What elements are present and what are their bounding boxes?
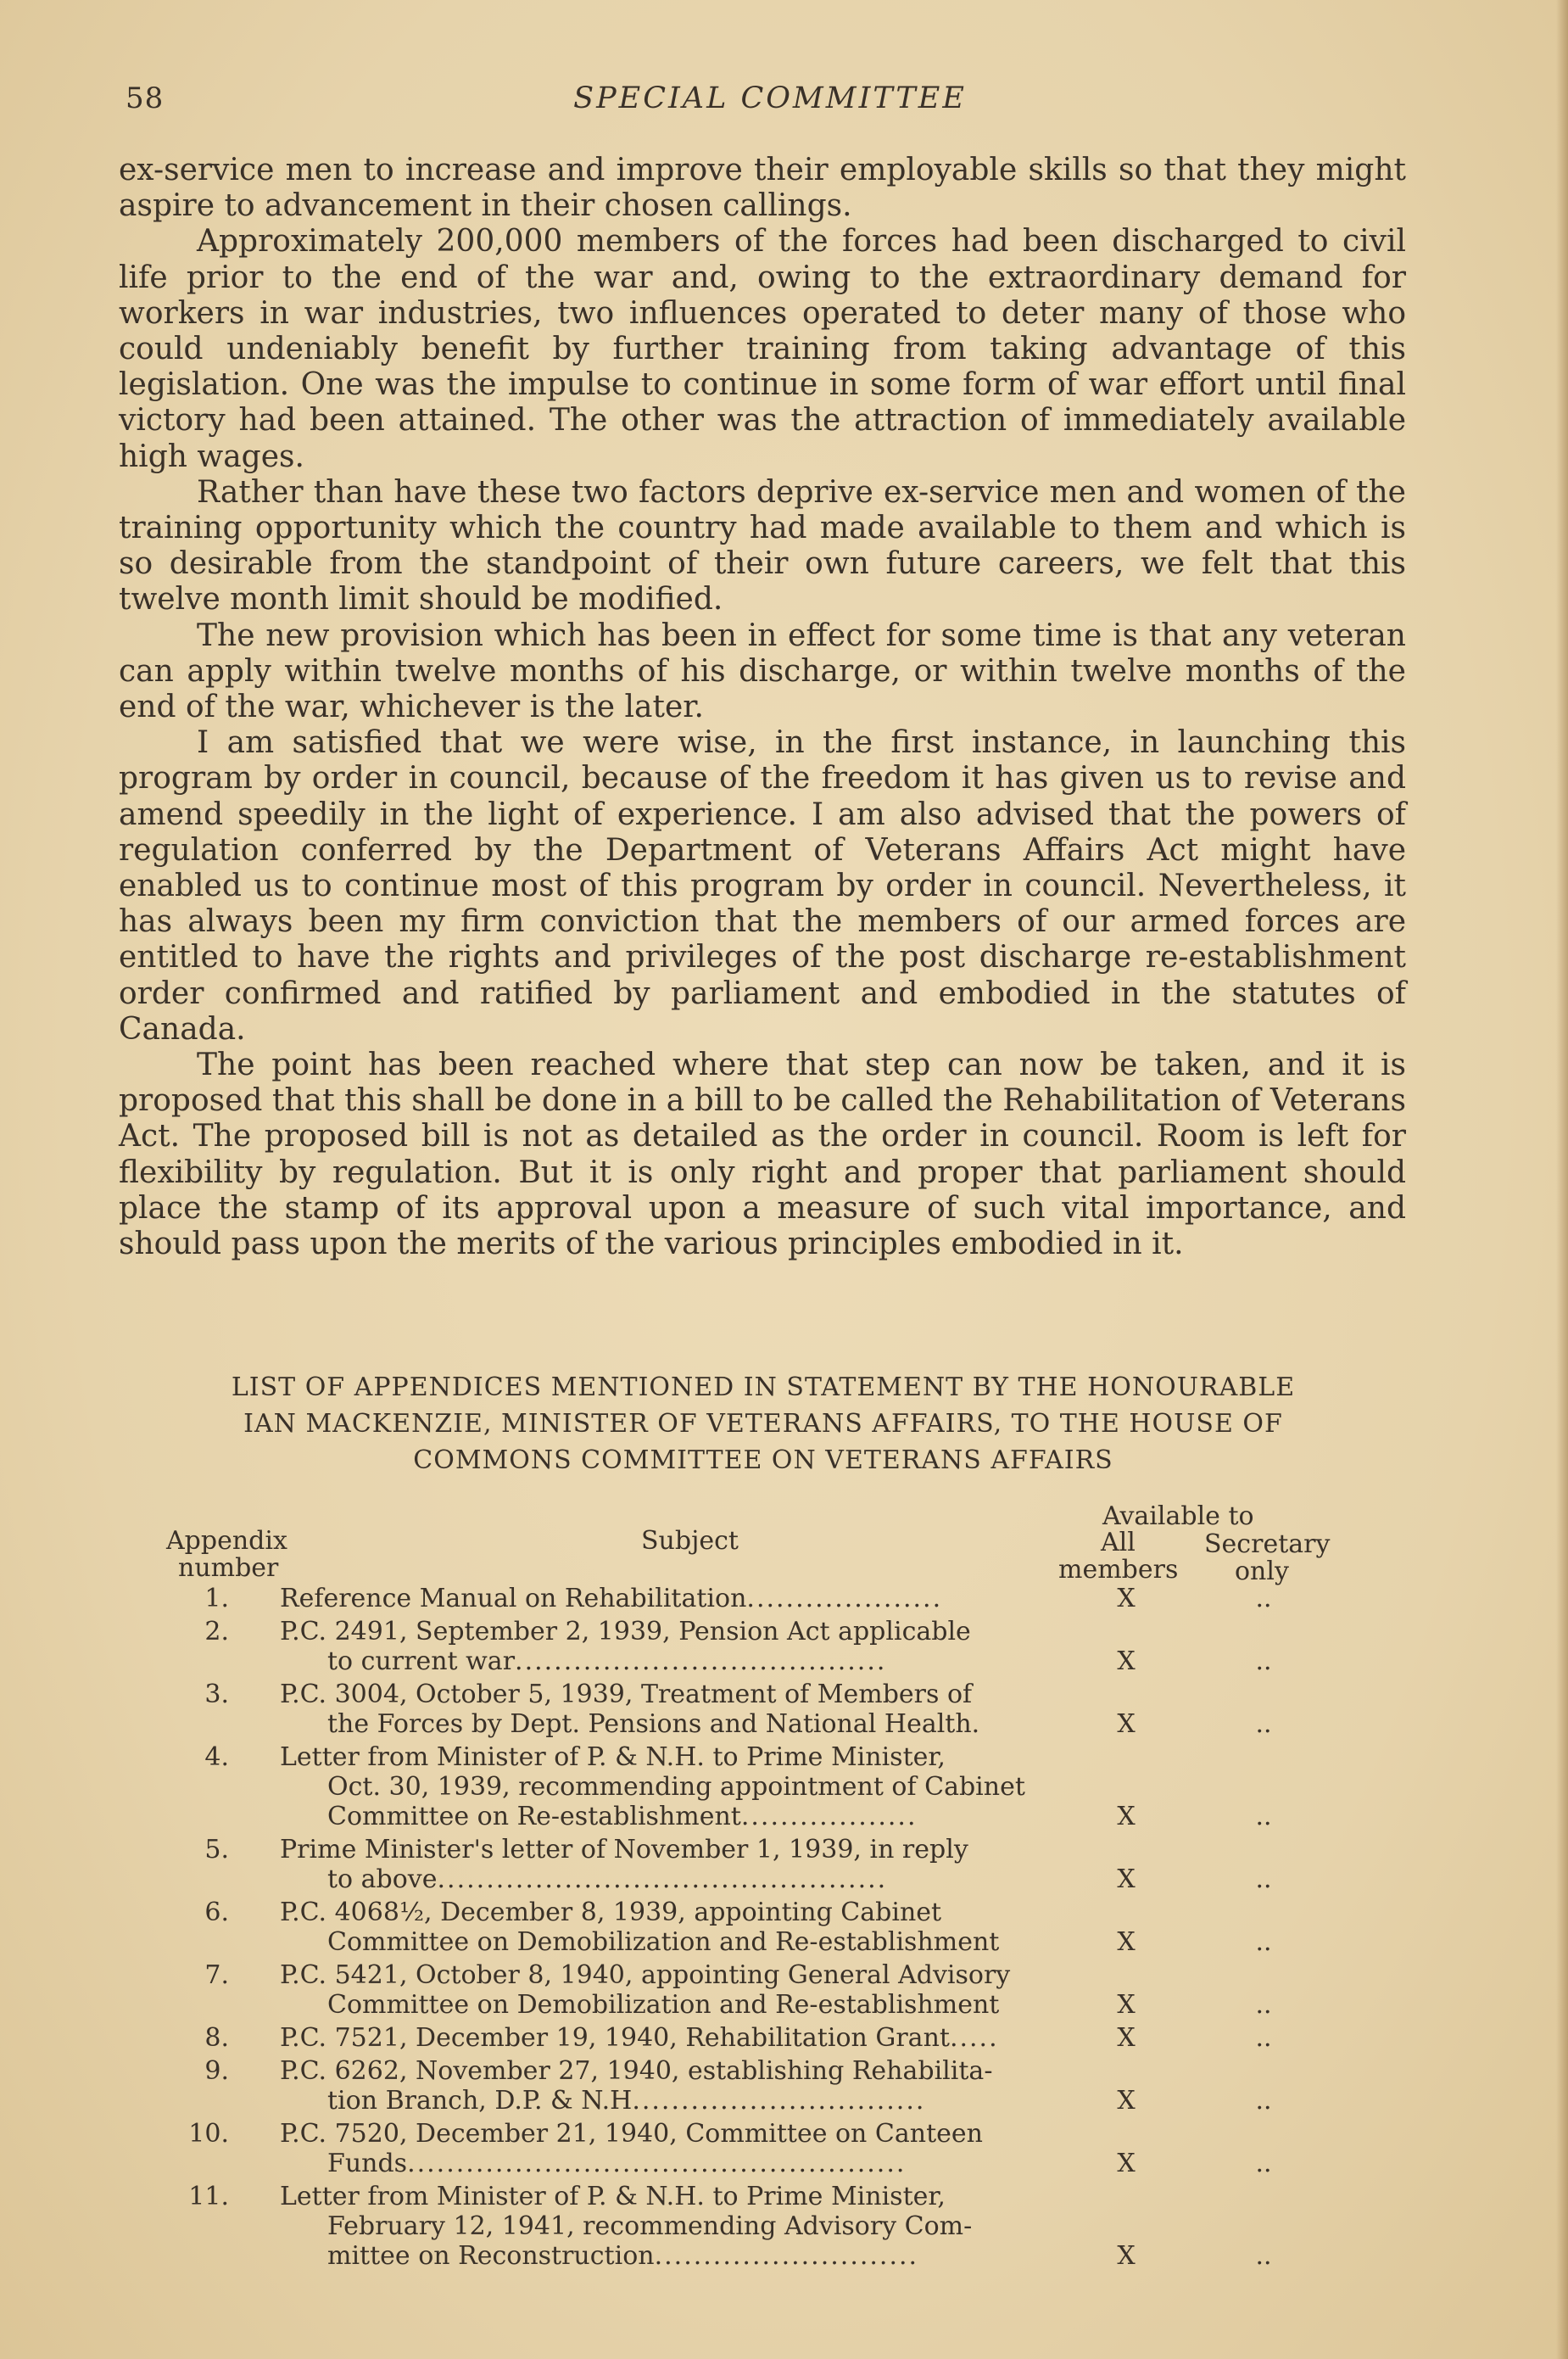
secretary-only-mark: ..: [1255, 1709, 1272, 1739]
secretary-only-mark: ..: [1255, 1646, 1272, 1676]
subject-line: P.C. 4068½, December 8, 1939, appointing Cabinet: [280, 1898, 942, 1927]
appendix-subject: [280, 1680, 1170, 1739]
appendix-number: 9.: [204, 2056, 229, 2086]
paragraph-6: The point has been reached where that step can now be taken, and it is proposed that this shall be done in a bill to be called the Rehabilitation of Veterans Act. The proposed bill is not as detailed as the order in council. Room is left for flexibility by regulation. But it is only right and proper that parliament should place the stamp of its approval upon a measure of such vital importance, and should pass upon the merits of the various principles embodied in it.: [119, 1048, 1406, 1262]
members-header: members: [1058, 1555, 1179, 1585]
available-to-header: Available to: [1102, 1501, 1254, 1531]
appendix-row: [119, 1960, 1348, 2020]
appendix-number: 3.: [204, 1680, 229, 1709]
subject-line: February 12, 1941, recommending Advisory Com-: [327, 2211, 973, 2241]
secretary-only-mark: ..: [1255, 2086, 1272, 2116]
secretary-only-mark: ..: [1255, 2023, 1272, 2053]
appendix-subject: [280, 1960, 1170, 2020]
appendix-number: 1.: [204, 1584, 229, 1613]
secretary-only-mark: ..: [1255, 1864, 1272, 1894]
appendix-subject: [280, 1617, 1170, 1676]
number-header: number: [178, 1553, 279, 1583]
appendix-subject: [280, 2182, 1170, 2271]
appendix-subject: [280, 1742, 1170, 1831]
all-members-mark: X: [1117, 2023, 1136, 2053]
dot-leader: ......................................: [515, 1646, 887, 1676]
paragraph-3: Rather than have these two factors deprive ex-service men and women of the training opportunity which the country had made available to them and which is so desirable from the standpoint of their own future careers, we felt that this twelve month limit should be modified.: [119, 474, 1406, 618]
subject-line: to above: [327, 1864, 438, 1894]
secretary-only-mark: ..: [1255, 1584, 1272, 1613]
appendix-number: 5.: [204, 1835, 229, 1864]
paragraph-5: I am satisfied that we were wise, in the first instance, in launching this program by order in council, because of the freedom it has given us to revise and amend speedily in the light of experience. I am also advised that the powers of regulation conferred by the Department of Veterans Affairs Act might have enabled us to continue most of this program by order in council. Nevertheless, it has always been my firm conviction that the members of our armed forces are entitled to have the rights and privileges of the post discharge re-establishment order confirmed and ratified by parliament and embodied in the statutes of Canada.: [119, 725, 1406, 1047]
dot-leader: .....: [949, 2023, 999, 2053]
dot-leader: ..................: [740, 1802, 918, 1831]
secretary-header: Secretary: [1204, 1529, 1331, 1559]
subject-line: Oct. 30, 1939, recommending appointment of Cabinet: [327, 1772, 1025, 1802]
body-text: [119, 153, 1406, 1262]
all-members-mark: X: [1117, 2241, 1136, 2271]
all-members-mark: X: [1117, 1864, 1136, 1894]
dot-leader: ..............................................: [437, 1864, 888, 1894]
appendix-subject: [280, 2119, 1170, 2178]
appendix-number: 6.: [204, 1898, 229, 1927]
dot-leader: ....................: [746, 1584, 943, 1613]
subject-line: Committee on Demobilization and Re-establishment: [327, 1990, 1000, 2020]
appendix-row: [119, 2056, 1348, 2116]
appendix-header: Appendix: [166, 1526, 287, 1556]
appendix-subject: [280, 2056, 1170, 2116]
subject-line: P.C. 5421, October 8, 1940, appointing General Advisory: [280, 1960, 1011, 1990]
appendix-row: [119, 2023, 1348, 2053]
appendix-row: [119, 2119, 1348, 2178]
appendix-list-title: [110, 1369, 1416, 1479]
page-number: 58: [126, 81, 165, 115]
all-members-mark: X: [1117, 2086, 1136, 2116]
dot-leader: ...........................: [654, 2241, 919, 2271]
all-members-mark: X: [1117, 1646, 1136, 1676]
appendix-number: 7.: [204, 1960, 229, 1990]
all-header: All: [1101, 1528, 1136, 1557]
secretary-only-mark: ..: [1255, 1927, 1272, 1957]
appendix-number: 4.: [204, 1742, 229, 1772]
subject-header: Subject: [641, 1526, 739, 1556]
appendix-row: [119, 1617, 1348, 1676]
all-members-mark: X: [1117, 1990, 1136, 2020]
all-members-mark: X: [1117, 2149, 1136, 2178]
appendix-row: [119, 1835, 1348, 1894]
subject-line: the Forces by Dept. Pensions and National Health.: [327, 1709, 980, 1739]
subject-line: P.C. 7521, December 19, 1940, Rehabilitation Grant: [280, 2023, 950, 2053]
appendix-row: [119, 1898, 1348, 1957]
subject-line: Committee on Re-establishment: [327, 1802, 741, 1831]
appendix-subject: [280, 1898, 1170, 1957]
page-edge-shadow: [1556, 0, 1568, 2359]
appendix-number: 11.: [188, 2182, 229, 2211]
subject-line: Letter from Minister of P. & N.H. to Prime Minister,: [280, 2182, 946, 2211]
running-head: SPECIAL COMMITTEE: [573, 81, 967, 115]
subject-line: mittee on Reconstruction: [327, 2241, 655, 2271]
subject-line: Letter from Minister of P. & N.H. to Prime Minister,: [280, 1742, 946, 1772]
subject-line: tion Branch, D.P. & N.H: [327, 2086, 633, 2116]
dot-leader: ..............................: [632, 2086, 926, 2116]
page-header: [126, 81, 1415, 132]
title-line: LIST OF APPENDICES MENTIONED IN STATEMENT BY THE HONOURABLE: [231, 1372, 1296, 1402]
secretary-only-mark: ..: [1255, 2149, 1272, 2178]
all-members-mark: X: [1117, 1584, 1136, 1613]
subject-line: P.C. 3004, October 5, 1939, Treatment of Members of: [280, 1680, 973, 1709]
subject-line: to current war: [327, 1646, 516, 1676]
paragraph-1: ex-service men to increase and improve their employable skills so that they might aspire to advancement in their chosen callings.: [119, 153, 1406, 224]
subject-line: Reference Manual on Rehabilitation: [280, 1584, 747, 1613]
title-line: COMMONS COMMITTEE ON VETERANS AFFAIRS: [413, 1445, 1113, 1475]
only-header: only: [1235, 1557, 1289, 1586]
paragraph-2: Approximately 200,000 members of the forces had been discharged to civil life prior to the end of the war and, owing to the extraordinary demand for workers in war industries, two influences operated to deter many of those who could undeniably benefit by further training from taking advantage of this legislation. One was the impulse to continue in some form of war effort until final victory had been attained. The other was the attraction of immediately available high wages.: [119, 224, 1406, 474]
paragraph-4: The new provision which has been in effect for some time is that any veteran can apply within twelve months of his discharge, or within twelve months of the end of the war, whichever is the later.: [119, 618, 1406, 725]
appendix-list: [119, 1584, 1348, 2271]
subject-line: P.C. 7520, December 21, 1940, Committee on Canteen: [280, 2119, 983, 2149]
appendix-number: 10.: [188, 2119, 229, 2149]
appendix-number: 2.: [204, 1617, 229, 1646]
secretary-only-mark: ..: [1255, 2241, 1272, 2271]
title-line: IAN MACKENZIE, MINISTER OF VETERANS AFFAIRS, TO THE HOUSE OF: [243, 1409, 1283, 1439]
subject-line: P.C. 2491, September 2, 1939, Pension Act applicable: [280, 1617, 971, 1646]
appendix-subject: [280, 1584, 1170, 1613]
subject-line: Prime Minister's letter of November 1, 1939, in reply: [280, 1835, 968, 1864]
appendix-subject: [280, 2023, 1170, 2053]
secretary-only-mark: ..: [1255, 1990, 1272, 2020]
appendix-subject: [280, 1835, 1170, 1894]
all-members-mark: X: [1117, 1802, 1136, 1831]
appendix-row: [119, 2182, 1348, 2271]
all-members-mark: X: [1117, 1709, 1136, 1739]
appendix-number: 8.: [204, 2023, 229, 2053]
secretary-only-mark: ..: [1255, 1802, 1272, 1831]
subject-line: P.C. 6262, November 27, 1940, establishing Rehabilita-: [280, 2056, 993, 2086]
subject-line: Funds: [327, 2149, 408, 2178]
appendix-row: [119, 1584, 1348, 1613]
dot-leader: ...................................................: [407, 2149, 907, 2178]
all-members-mark: X: [1117, 1927, 1136, 1957]
appendix-row: [119, 1742, 1348, 1831]
appendix-row: [119, 1680, 1348, 1739]
subject-line: Committee on Demobilization and Re-establishment: [327, 1927, 1000, 1957]
